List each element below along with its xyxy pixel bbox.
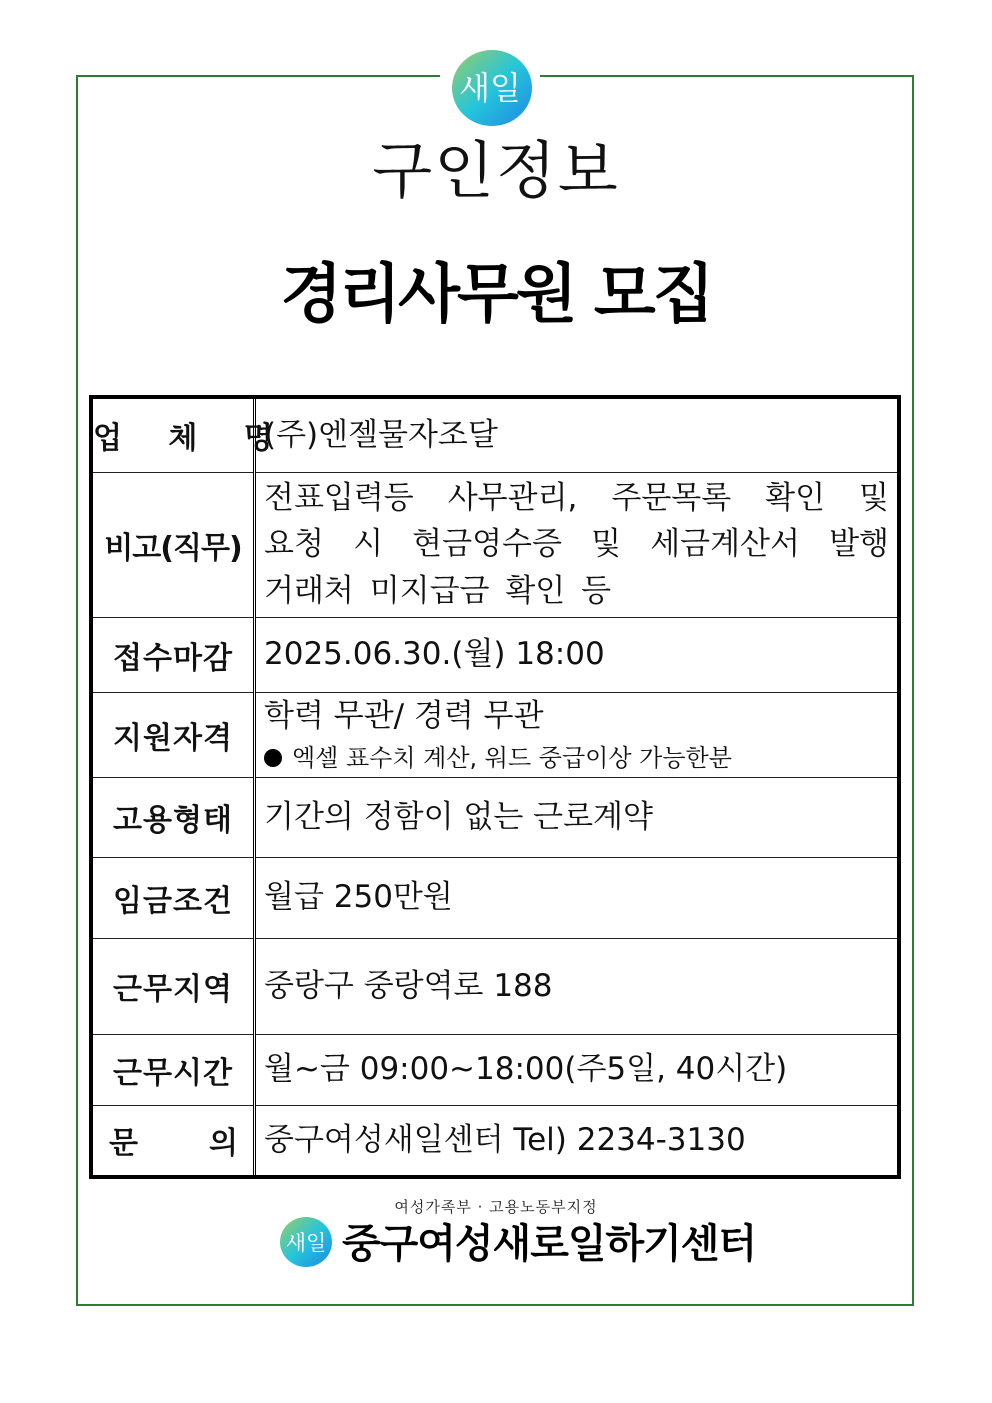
table-row-duty bbox=[91, 472, 899, 617]
wage-value: 월급 250만원 bbox=[255, 857, 900, 938]
duty-line: 거래처 미지급금 확인 등 bbox=[264, 572, 612, 609]
deadline-label: 접수마감 bbox=[91, 617, 255, 692]
saeil-logo-icon bbox=[440, 42, 540, 132]
table-row-hours bbox=[91, 1034, 899, 1105]
document-title: 구인정보 bbox=[372, 134, 620, 207]
inquiry-label-a: 문 bbox=[109, 1126, 139, 1162]
table-row-location bbox=[91, 938, 899, 1034]
bullet-icon bbox=[264, 749, 282, 767]
table-row-deadline bbox=[91, 617, 899, 692]
hours-label: 근무시간 bbox=[91, 1034, 255, 1105]
qualification-label: 지원자격 bbox=[91, 692, 255, 777]
table-row-qualification bbox=[91, 692, 899, 777]
table-row-wage bbox=[91, 857, 899, 938]
hours-value: 월~금 09:00~18:00(주5일, 40시간) bbox=[255, 1034, 900, 1105]
employment-value: 기간의 정함이 없는 근로계약 bbox=[255, 777, 900, 857]
duty-value bbox=[255, 472, 900, 617]
company-value: (주)엔젤물자조달 bbox=[255, 397, 900, 472]
qualification-main: 학력 무관/ 경력 무관 bbox=[264, 698, 544, 735]
duty-line: 요청 시 현금영수증 및 세금계산서 발행 bbox=[264, 526, 889, 563]
wage-label: 임금조건 bbox=[91, 857, 255, 938]
location-value: 중랑구 중랑역로 188 bbox=[255, 938, 900, 1034]
saeil-logo-icon bbox=[276, 1213, 336, 1269]
company-label: 업 체 명 bbox=[91, 397, 255, 472]
employment-label: 고용형태 bbox=[91, 777, 255, 857]
deadline-value: 2025.06.30.(월) 18:00 bbox=[255, 617, 900, 692]
inquiry-label bbox=[91, 1105, 255, 1177]
inquiry-value: 중구여성새일센터 Tel) 2234-3130 bbox=[255, 1105, 900, 1177]
table-row-inquiry bbox=[91, 1105, 899, 1177]
footer-logo-text: 새일 bbox=[285, 1230, 327, 1255]
qualification-note bbox=[264, 740, 889, 776]
footer-designation: 여성가족부 · 고용노동부지정 bbox=[394, 1198, 598, 1216]
qualification-note-text: 엑셀 표수치 계산, 워드 중급이상 가능한분 bbox=[292, 743, 732, 772]
job-headline: 경리사무원 모집 bbox=[280, 258, 712, 332]
center-name: 중구여성새로일하기센터 bbox=[342, 1221, 757, 1267]
table-row-employment bbox=[91, 777, 899, 857]
job-info-table bbox=[89, 395, 901, 1179]
inquiry-label-b: 의 bbox=[209, 1126, 239, 1162]
duty-label: 비고(직무) bbox=[91, 472, 255, 617]
qualification-value bbox=[255, 692, 900, 777]
footer-brand bbox=[276, 1212, 756, 1269]
location-label: 근무지역 bbox=[91, 938, 255, 1034]
table-row-company bbox=[91, 397, 899, 472]
duty-line: 전표입력등 사무관리, 주문목록 확인 및 bbox=[264, 479, 889, 516]
logo-text: 새일 bbox=[459, 69, 521, 107]
